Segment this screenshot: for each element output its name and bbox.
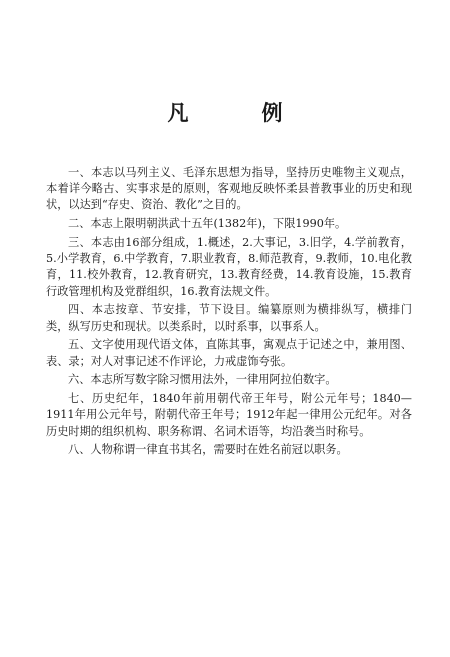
paragraph: 一、本志以马列主义、毛泽东思想为指导，坚持历史唯物主义观点，本着详今略古、实事求是的原则，客观地反映怀柔县普教事业的历史和现状，以达到“存史、资治、教化”之目的。 [46, 166, 412, 212]
paragraph: 二、本志上限明朝洪武十五年(1382年)，下限1990年。 [68, 217, 347, 231]
paragraph: 七、历史纪年，1840年前用朝代帝王年号，附公元年号；1840—1911年用公元年号，附朝代帝王年号；1912年起一律用公元纪年。对各历史时期的组织机构、职务称谓、名词术语等，均沿袭当时称号。 [46, 392, 412, 438]
document-body [46, 165, 412, 461]
page-title: 凡 例 [167, 101, 309, 125]
paragraph: 五、文字使用现代语文体，直陈其事，寓观点于记述之中，兼用图、表、录；对人对事记述不作评论，力戒虚饰夸张。 [46, 338, 412, 368]
paragraph: 三、本志由16部分组成，1.概述，2.大事记，3.旧学，4.学前教育，5.小学教育，6.中学教育，7.职业教育，8.师范教育，9.教师，10.电化教育，11.校外教育，12.教育研究，13.教育经费，14.教育设施，15.教育行政管理机构及党群组织，16.教育法规文件。 [46, 236, 412, 298]
paragraph: 四、本志按章、节安排，节下设目。编纂原则为横排纵写，横排门类，纵写历史和现状。以类系时，以时系事，以事系人。 [46, 303, 412, 333]
paragraph: 八、人物称谓一律直书其名，需要时在姓名前冠以职务。 [68, 443, 348, 457]
paragraph: 六、本志所写数字除习惯用法外，一律用阿拉伯数字。 [68, 373, 337, 387]
